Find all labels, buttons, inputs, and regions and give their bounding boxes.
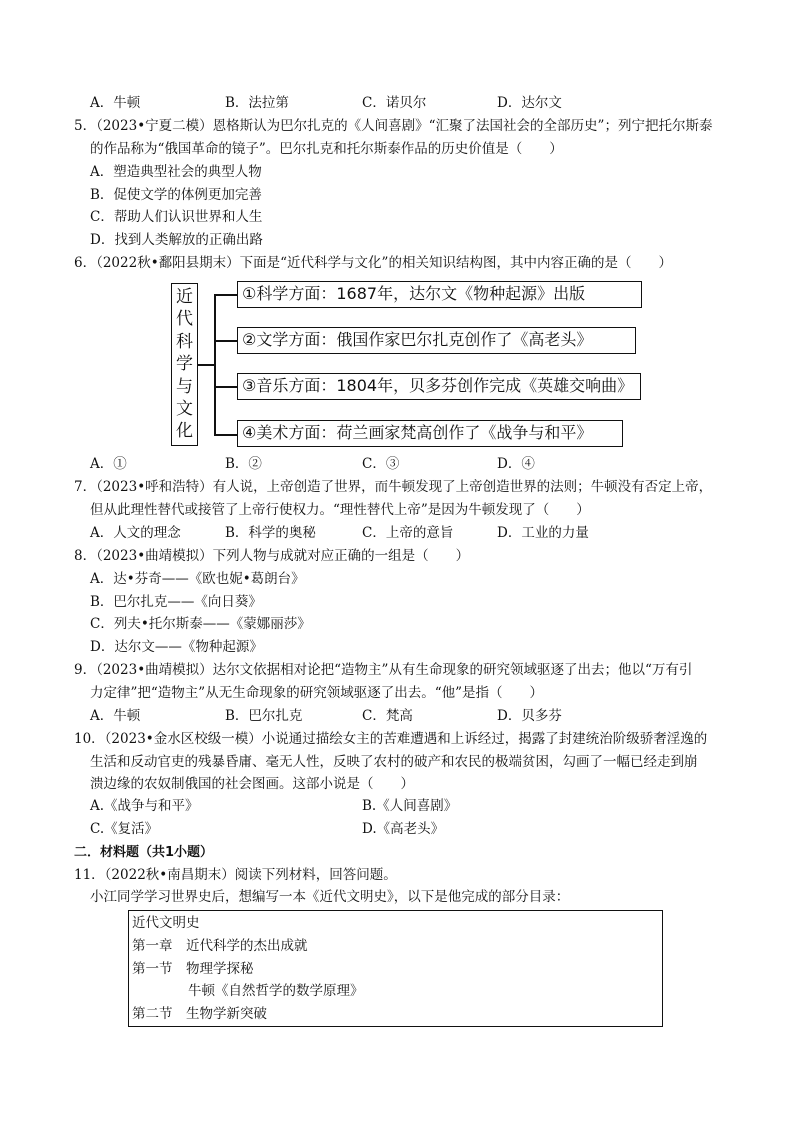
q6-option-a: A．① [90,456,127,472]
diagram-title-char: 学 [176,354,193,374]
q4-option-a: A．牛顿 [90,95,141,111]
toc-entry-newton: 牛顿《自然哲学的数学原理》 [188,983,364,999]
diagram-item-3: ③音乐方面：1804年，贝多芬创作完成《英雄交响曲》 [237,373,641,400]
diagram-title-char: 文 [176,399,193,419]
q11-stem-line2: 小江同学学习世界史后，想编写一本《近代文明史》，以下是他完成的部分目录： [90,889,570,905]
q5-stem-line1: 5．（2023•宁夏二模）恩格斯认为巴尔扎克的《人间喜剧》“汇聚了法国社会的全部历史”；列宁把托尔斯泰 [74,118,713,134]
q6-stem-line1: 6．（2022秋•鄱阳县期末）下面是“近代科学与文化”的相关知识结构图，其中内容正确的是（ ） [74,255,672,271]
diagram-title-char: 科 [176,332,193,352]
q8-option-b: B．巴尔扎克——《向日葵》 [90,594,262,610]
q9-option-b: B．巴尔扎克 [225,708,303,724]
toc-section-2: 第二节 生物学新突破 [132,1006,267,1022]
q5-option-b: B．促使文学的体例更加完善 [90,187,262,203]
q10-option-c: C.《复活》 [90,821,159,837]
toc-book-title: 近代文明史 [132,915,200,931]
q6-option-c: C．③ [362,456,400,472]
q7-option-d: D．工业的力量 [497,525,589,541]
q8-stem-line1: 8．（2023•曲靖模拟）下列人物与成就对应正确的一组是（ ） [74,548,470,564]
q10-option-b: B.《人间喜剧》 [362,798,458,814]
q4-option-c: C．诺贝尔 [362,95,427,111]
diagram-bracket [214,294,216,435]
diagram-title-char: 近 [176,287,193,307]
q5-stem-line2: 的作品称为“俄国革命的镜子”。巴尔扎克和托尔斯泰作品的历史价值是（ ） [90,141,563,157]
toc-chapter-1: 第一章 近代科学的杰出成就 [132,938,308,954]
q9-stem-line2: 力定律”把“造物主”从无生命现象的研究领域驱逐了出去。“他”是指（ ） [90,685,544,701]
q6-option-b: B．② [225,456,262,472]
diagram-item-4: ④美术方面：荷兰画家梵高创作了《战争与和平》 [237,420,623,447]
q4-option-d: D．达尔文 [497,95,562,111]
section-title: 二．材料题（共1小题） [74,845,214,860]
table-of-contents-box [128,910,663,1027]
q10-option-a: A.《战争与和平》 [90,798,199,814]
q7-stem-line1: 7．（2023•呼和浩特）有人说，上帝创造了世界，而牛顿发现了上帝创造世界的法则；牛顿没有否定上帝， [74,479,713,495]
q9-option-c: C．梵高 [362,708,413,724]
q9-stem-line1: 9．（2023•曲靖模拟）达尔文依据相对论把“造物主”从有生命现象的研究领域驱逐了出去；他以“万有引 [74,662,693,678]
q10-stem-line3: 溃边缘的农奴制俄国的社会图画。这部小说是（ ） [90,776,414,792]
toc-section-1: 第一节 物理学探秘 [132,961,254,977]
diagram-branch-1 [214,294,237,296]
q9-option-d: D．贝多芬 [497,708,562,724]
q7-option-c: C．上帝的意旨 [362,525,454,541]
diagram-item-2: ②文学方面：俄国作家巴尔扎克创作了《高老头》 [237,327,636,354]
diagram-branch-2 [214,340,237,342]
q10-stem-line2: 生活和反动官吏的残暴昏庸、毫无人性，反映了农村的破产和农民的极端贫困，勾画了一幅已经走到崩 [90,754,698,770]
q8-option-d: D．达尔文——《物种起源》 [90,639,263,655]
q10-stem-line1: 10．（2023•金水区校级一模）小说通过描绘女主的苦难遭遇和上诉经过，揭露了封建统治阶级骄奢淫逸的 [74,731,708,747]
q5-option-d: D．找到人类解放的正确出路 [90,232,263,248]
q4-option-b: B．法拉第 [225,95,289,111]
q7-stem-line2: 但从此理性替代或接管了上帝行使权力。“理性替代上帝”是因为牛顿发现了（ ） [90,502,590,518]
diagram-title-box [171,283,198,446]
q9-option-a: A．牛顿 [90,708,141,724]
diagram-branch-3 [214,386,237,388]
q7-option-b: B．科学的奥秘 [225,525,316,541]
q6-option-d: D．④ [497,456,535,472]
diagram-connector [198,364,215,366]
q5-option-c: C．帮助人们认识世界和人生 [90,209,263,225]
diagram-item-1: ①科学方面：1687年，达尔文《物种起源》出版 [237,281,642,308]
q10-option-d: D.《高老头》 [362,821,445,837]
q8-option-a: A．达•芬奇——《欧也妮•葛朗台》 [90,571,305,587]
q7-option-a: A．人文的理念 [90,525,181,541]
diagram-branch-4 [214,434,237,436]
q8-option-c: C．列夫•托尔斯泰——《蒙娜丽莎》 [90,616,311,632]
q5-option-a: A．塑造典型社会的典型人物 [90,164,262,180]
diagram-title-char: 代 [176,309,193,329]
diagram-title-char: 与 [176,377,193,397]
diagram-title-char: 化 [176,421,193,441]
q11-stem-line1: 11．（2022秋•南昌期末）阅读下列材料，回答问题。 [74,867,397,883]
